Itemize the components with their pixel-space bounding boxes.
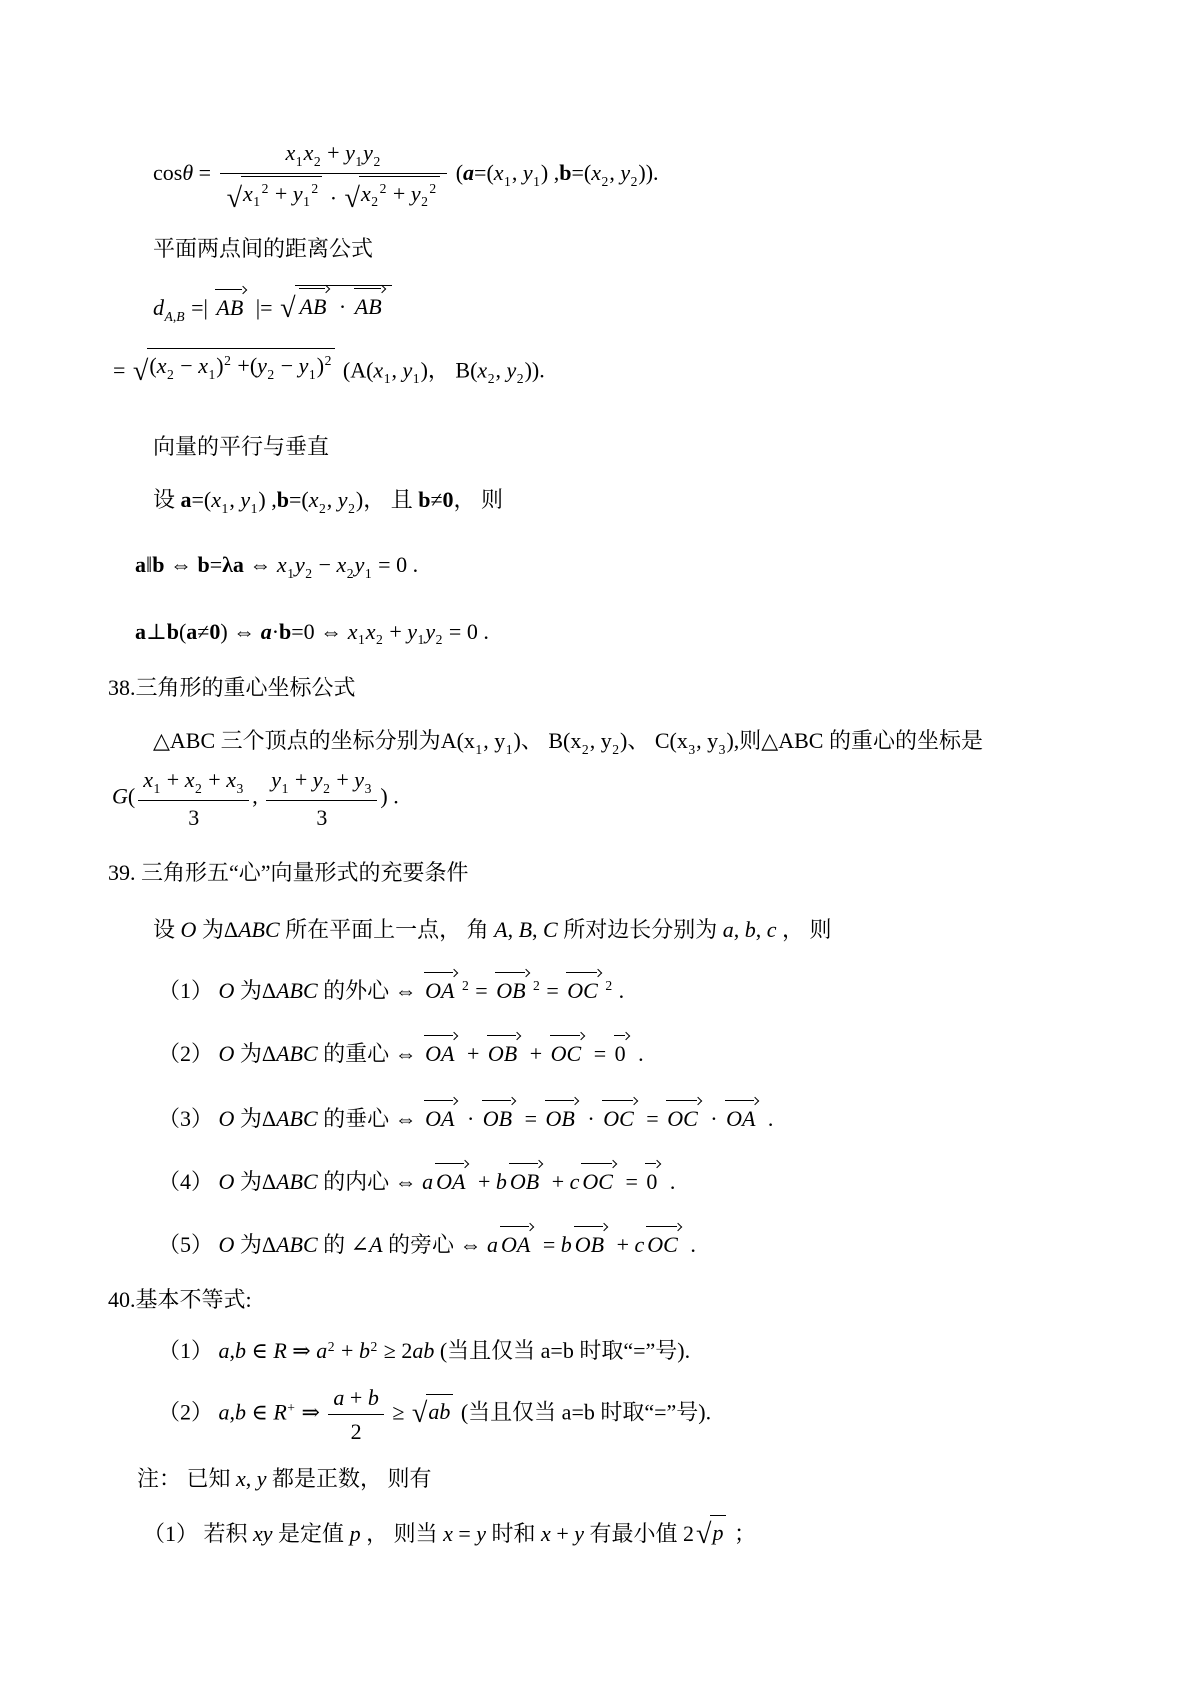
document-body — [108, 138, 1160, 1551]
radical-sign: √ — [226, 183, 243, 215]
vector-arrow: AB — [299, 288, 330, 321]
vector-arrow: OB — [482, 1100, 515, 1133]
vector-arrow: OA — [424, 972, 457, 1005]
section-40-title: 40.基本不等式: — [108, 1287, 252, 1313]
item-excenter: （5） O 为ΔABC 的 ∠A 的旁心 ⇔ a OA = b OB + c OC . — [108, 1226, 1160, 1259]
radical-sign: √ — [696, 1519, 712, 1551]
vector-arrow: OB — [509, 1163, 542, 1196]
section-38-title: 38.三角形的重心坐标公式 — [108, 675, 356, 701]
item-incenter: （4） O 为ΔABC 的内心 ⇔ a OA + b OB + c OC = 0 . — [108, 1163, 1160, 1196]
vector-arrow: AB — [215, 289, 246, 322]
vector-arrow: 0 — [645, 1163, 660, 1196]
item-circumcenter: （1） O 为ΔABC 的外心 ⇔ OA $^2$ = OB $^2$ = OC $^2$ . — [108, 972, 1160, 1005]
item-ineq-2: （2） a,b ∈ R+ ⇒ $\frac{a + b}{2}$ ≥ √ ab (当且仅当 a=b 时取“=”号). — [158, 1385, 712, 1445]
radical-sign: √ — [344, 183, 360, 215]
vector-arrow: OB — [495, 972, 528, 1005]
vector-arrow: OC — [581, 1163, 616, 1196]
formula-distance-expanded: = √ $(x_2 - x_1)^2 +(y_2 - y_1)^2$ ($A(x_1$, $y_1$)， $B(x_2$, $y_2$)). — [108, 348, 1160, 388]
vector-arrow: OC — [550, 1035, 585, 1068]
item-centroid: （2） O 为ΔABC 的重心 ⇔ OA + OB + OC = 0 . — [108, 1035, 1160, 1068]
line-vector-setup: 设 $a=(x_1$, $y_1$) $,b=(x_2$, $y_2$)， 且 b≠0， 则 — [153, 487, 504, 516]
vector-arrow: OA — [424, 1100, 457, 1133]
section-39-title: 39. 三角形五“心”向量形式的充要条件 — [108, 859, 469, 885]
vector-arrow: OA — [424, 1035, 457, 1068]
heading-parallel-perpendicular: 向量的平行与垂直 — [153, 434, 330, 460]
item-orthocenter: （3） O 为ΔABC 的垂心 ⇔ OA · OB = OB · OC = OC · OA . — [108, 1100, 1160, 1133]
formula-parallel: a‖b ⇔ b=λa ⇔ $x_1y_2 - x_2y_1 = 0$ . — [135, 551, 419, 581]
radical-sign: √ — [411, 1397, 428, 1429]
item-note-1: （1） 若积 xy 是定值 p ， 则当 x = y 时和 x + y 有最小值 2 √ p ； — [108, 1515, 1160, 1548]
vector-arrow: OC — [646, 1226, 681, 1259]
formula-centroid: G( $\frac{x_1 + x_2 + x_3}{3}$ , $\frac{y_1 + y_2 + y_3}{3}$ ) . — [112, 767, 399, 830]
radical-sign: √ — [132, 355, 149, 387]
heading-distance-formula: 平面两点间的距离公式 — [153, 236, 374, 262]
vector-arrow: OA — [500, 1226, 533, 1259]
radical-sign: √ — [280, 293, 296, 325]
line-five-centers-setup: 设 O 为ΔABC 所在平面上一点， 角 A, B, C 所对边长分别为 a, b, c ， 则 — [153, 916, 832, 942]
vector-arrow: OA — [725, 1100, 758, 1133]
vector-arrow: OB — [574, 1226, 607, 1259]
vector-arrow: OB — [545, 1100, 578, 1133]
vector-arrow: AB — [354, 288, 385, 321]
line-note: 注： 已知 x, y 都是正数， 则有 — [137, 1466, 432, 1492]
vector-arrow: OA — [435, 1163, 468, 1196]
vector-arrow: OC — [566, 972, 601, 1005]
vector-arrow: 0 — [614, 1035, 629, 1068]
formula-distance-dab: $d_{A,B}$ =| AB |= √ AB · AB — [108, 285, 1160, 326]
vector-arrow: OC — [602, 1100, 637, 1133]
line-triangle-vertices: △ABC 三个顶点的坐标分别为$A(x_1$, $y_1$)、 $B(x_2$, $y_2$)、 $C(x_3$, $y_3$),则△ABC 的重心的坐标是 — [153, 728, 983, 758]
vector-arrow: OC — [666, 1100, 701, 1133]
item-ineq-1: （1） a,b ∈ R ⇒ $a^2 + b^2 \ge 2ab$ (当且仅当 a=b 时取“=”号). — [158, 1338, 691, 1364]
formula-cos-theta: cosθ = $x_1x_2 + y_1y_2$ √ $x_1^2 + y_1^2$ · √ $x_2^2 + y_2^2$ ($a=(x_1$, $y_1$) $,b=(x_2$, $y_2$)). — [153, 140, 659, 215]
vector-arrow: OB — [487, 1035, 520, 1068]
formula-perpendicular: a⊥b(a≠0) ⇔ a·b=0 ⇔ $x_1x_2 + y_1y_2 = 0$ . — [135, 618, 489, 648]
